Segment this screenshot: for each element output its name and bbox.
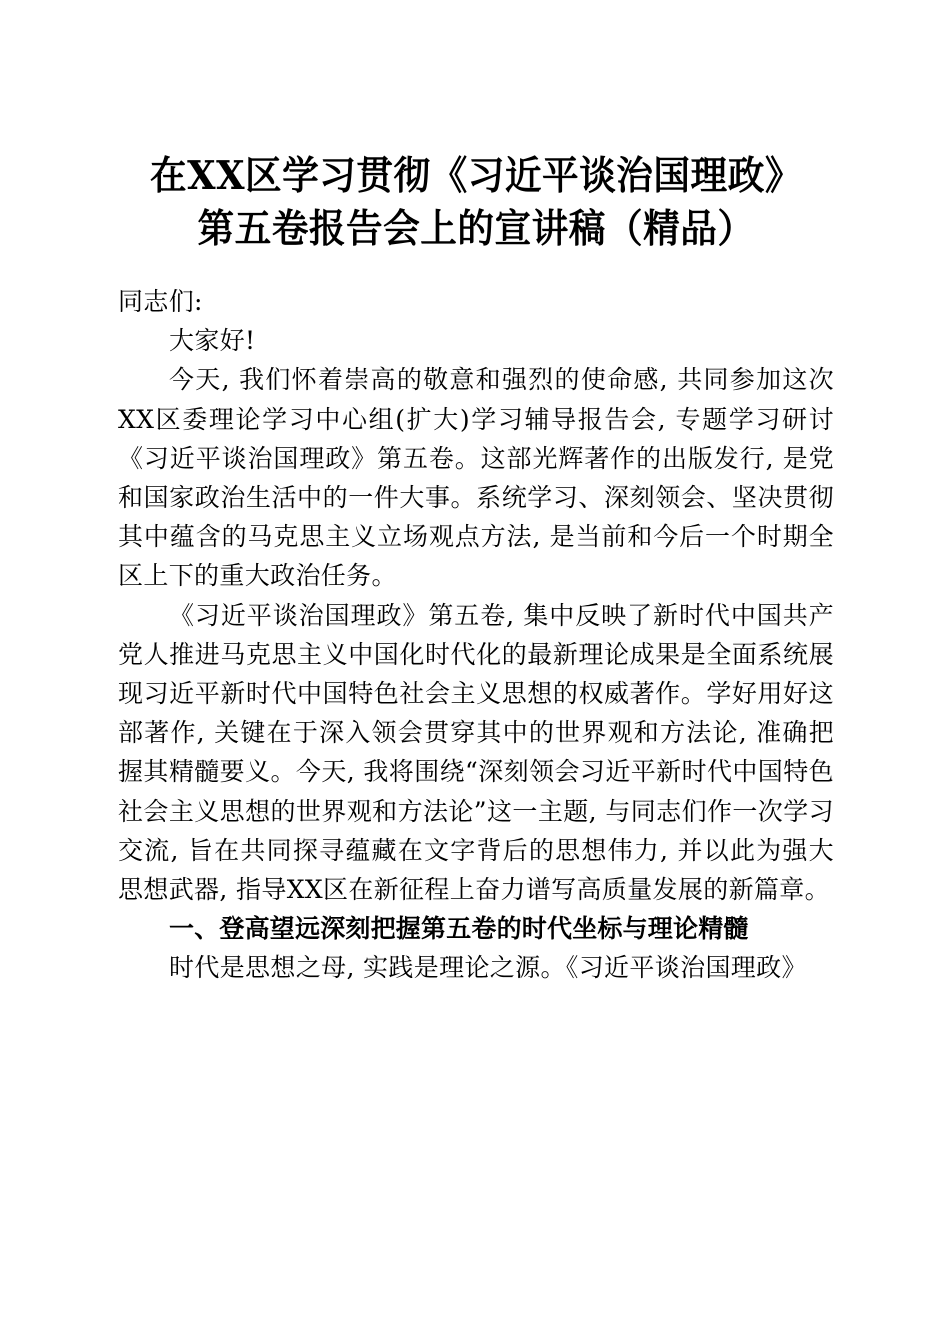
greeting-line: 大家好! [169,326,256,356]
body-paragraph-2: 《习近平谈治国理政》第五卷, 集中反映了新时代中国共产党人推进马克思主义中国化时代化的最新理论成果是全面系统展现习近平新时代中国特色社会主义思想的权威著作。学好用好这部著作, 关键在于深入领会贯穿其中的世界观和方法论, 准确把握其精髓要义。今天, 我将围绕“深刻领会习近平新时代中国特色社会主义思想的世界观和方法论”这一主题, 与同志们作一次学习交流, 旨在共同探寻蕴藏在文字背后的思想伟力, 并以此为强大思想武器, 指导XX区在新征程上奋力谱写高质量发展的新篇章。 [118,600,834,905]
document-content [118,150,834,988]
section-heading-1: 一、登高望远深刻把握第五卷的时代坐标与理论精髓 [169,914,749,944]
salutation-line: 同志们: [118,287,203,316]
body-paragraph-1: 今天, 我们怀着崇高的敬意和强烈的使命感, 共同参加这次XX区委理论学习中心组(扩大)学习辅导报告会, 专题学习研讨《习近平谈治国理政》第五卷。这部光辉著作的出版发行, 是党和国家政治生活中的一件大事。系统学习、深刻领会、坚决贯彻其中蕴含的马克思主义立场观点方法, 是当前和今后一个时期全区上下的重大政治任务。 [118,365,834,591]
body-paragraph-3: 时代是思想之母, 实践是理论之源。《习近平谈治国理政》 [169,953,807,983]
page-title: 在XX区学习贯彻《习近平谈治国理政》第五卷报告会上的宣讲稿（精品） [150,153,802,252]
